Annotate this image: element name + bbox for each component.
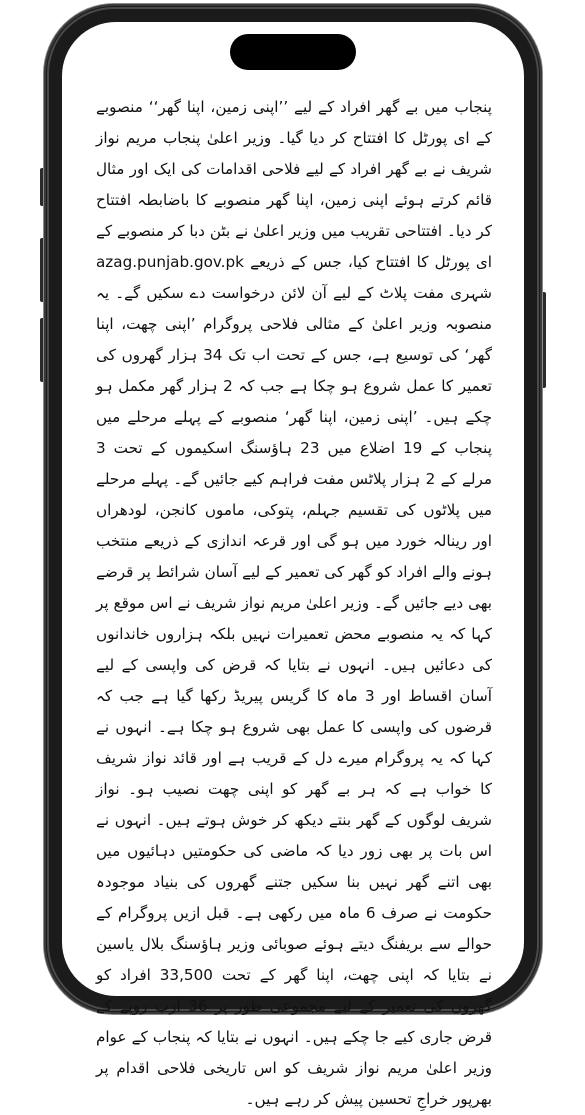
phone-screen[interactable] <box>62 22 524 1108</box>
news-article <box>96 92 492 1115</box>
dynamic-island <box>230 34 356 70</box>
phone-frame <box>44 4 542 1108</box>
article-body: پنجاب میں بے گھر افراد کے لیے ’’اپنی زمین، اپنا گھر‘‘ منصوبے کے ای پورٹل کا افتتاح کر دیا گیا۔ وزیر اعلیٰ پنجاب مریم نواز شریف نے بے گھر افراد کے لیے فلاحی اقدامات کی ایک اور مثال قائم کرتے ہوئے اپنی زمین، اپنا گھر منصوبے کا باضابطہ افتتاح کر دیا۔ افتتاحی تقریب میں وزیر اعلیٰ نے بٹن دبا کر منصوبے کے ای پورٹل کا افتتاح کیا، جس کے ذریعے azag.punjab.gov.pk شہری مفت پلاٹ کے لیے آن لائن درخواست دے سکیں گے۔ یہ منصوبہ وزیر اعلیٰ کے مثالی فلاحی پروگرام ’اپنی چھت، اپنا گھر‘ کی توسیع ہے، جس کے تحت اب تک 34 ہزار گھروں کی تعمیر کا عمل شروع ہو چکا ہے جب کہ 2 ہزار گھر مکمل ہو چکے ہیں۔ ’اپنی زمین، اپنا گھر‘ منصوبے کے پہلے مرحلے میں پنجاب کے 19 اضلاع میں 23 ہاؤسنگ اسکیموں کے تحت 3 مرلے کے 2 ہزار پلاٹس مفت فراہم کیے جائیں گے۔ پہلے مرحلے میں پلاٹوں کی تقسیم جہلم، پتوکی، ماموں کانجن، لودھراں اور رینالہ خورد میں ہو گی اور قرعہ اندازی کے ذریعے منتخب ہونے والے افراد کو گھر کی تعمیر کے لیے آسان شرائط پر قرضے بھی دیے جائیں گے۔ وزیر اعلیٰ مریم نواز شریف نے اس موقع پر کہا کہ یہ منصوبے محض تعمیرات نہیں بلکہ ہزاروں خاندانوں کی دعائیں ہیں۔ انہوں نے بتایا کہ قرض کی واپسی کے لیے آسان اقساط اور 3 ماہ کا گریس پیریڈ رکھا گیا ہے جب کہ قرضوں کی واپسی کا عمل بھی شروع ہو چکا ہے۔ انہوں نے کہا کہ یہ پروگرام میرے دل کے قریب ہے اور قائد نواز شریف کا خواب ہے کہ ہر بے گھر کو اپنی چھت نصیب ہو۔ نواز شریف لوگوں کے گھر بنتے دیکھ کر خوش ہوتے ہیں۔ انہوں نے اس بات پر بھی زور دیا کہ ماضی کی حکومتیں دہائیوں میں بھی اتنے گھر نہیں بنا سکیں جتنے گھروں کی بنیاد موجودہ حکومت نے صرف 6 ماہ میں رکھی ہے۔ قبل ازیں پروگرام کے حوالے سے بریفنگ دیتے ہوئے صوبائی وزیر ہاؤسنگ بلال یاسین نے بتایا کہ اپنی چھت، اپنا گھر کے تحت 33,500 افراد کو گھروں کی تعمیر کے لیے مجموعی طور پر 36 ارب روپے کے قرض جاری کیے جا چکے ہیں۔ انہوں نے بتایا کہ پنجاب کے عوام وزیر اعلیٰ مریم نواز شریف کو اس تاریخی فلاحی اقدام پر بھرپور خراجِ تحسین پیش کر رہے ہیں۔ <box>96 98 492 1108</box>
